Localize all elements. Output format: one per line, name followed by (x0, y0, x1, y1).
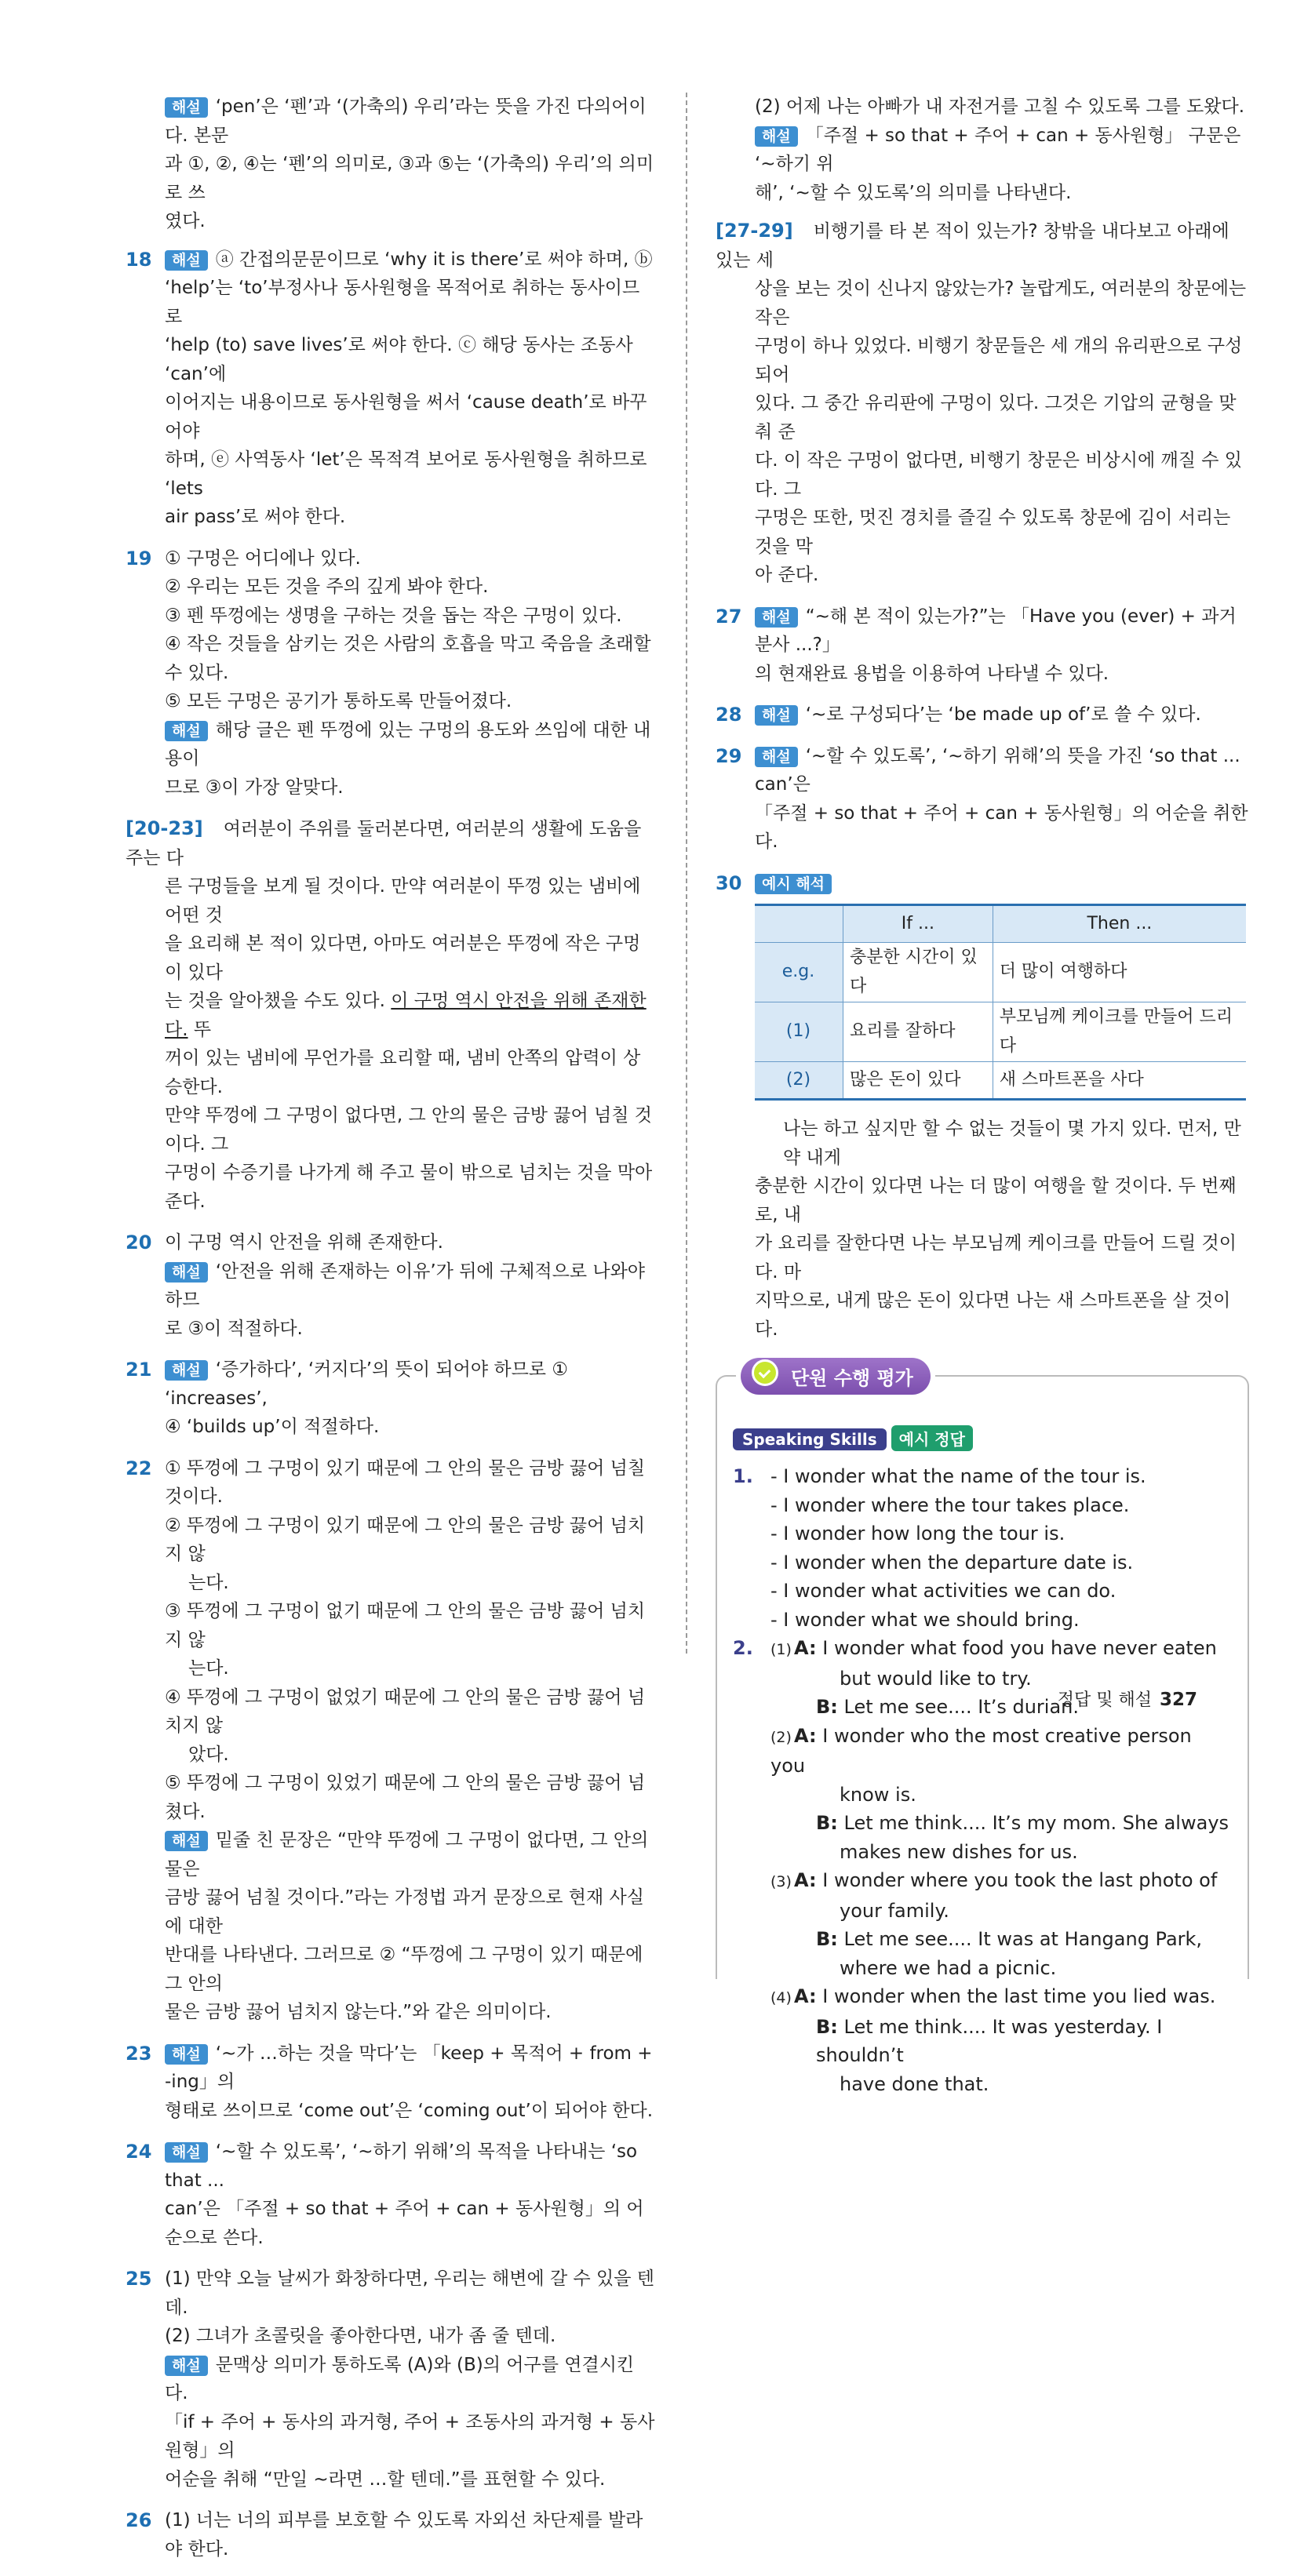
question-number: 28 (716, 704, 742, 726)
answer-line: (1) 만약 오늘 날씨가 화창하다면, 우리는 해변에 갈 수 있을 텐데. (165, 2269, 655, 2318)
speaker-label: A: (794, 1985, 817, 2007)
text-line: 구멍이 하나 있었다. 비행기 창문들은 세 개의 유리판으로 구성되어 (755, 336, 1243, 385)
text-line: 해’, ‘~할 수 있도록’의 의미를 나타낸다. (755, 182, 1072, 203)
if-then-table (755, 904, 1246, 1101)
explain-badge: 해설 (755, 705, 798, 726)
speaker-label: B: (816, 1812, 838, 1834)
speaker-label: B: (816, 2015, 838, 2038)
explain-badge: 해설 (165, 721, 208, 741)
footer-label: 정답 및 해설 (1057, 1690, 1152, 1710)
text-line: 「if + 주어 + 동사의 과거형, 주어 + 조동사의 과거형 + 동사원형」의 (165, 2411, 655, 2461)
table-cell: 많은 돈이 있다 (843, 1062, 993, 1100)
speaker-label: A: (794, 1869, 817, 1891)
option-continuation: 는다. (188, 1658, 229, 1679)
question-number: 19 (126, 547, 152, 569)
sub-number: (1) (770, 1641, 792, 1658)
table-row (755, 1062, 1246, 1100)
text-line: “~해 본 적이 있는가?”는 「Have you (ever) + 과거분사 ...?」 (755, 606, 1237, 655)
table-cell: 부모님께 케이크를 만들어 드리다 (993, 1002, 1246, 1062)
row-label: (1) (755, 1002, 843, 1062)
question-number: 27 (716, 605, 742, 628)
answer-line: (1) 너는 너의 피부를 보호할 수 있도록 자외선 차단제를 발라야 한다. (165, 2510, 643, 2560)
explain-badge: 해설 (165, 250, 208, 271)
question-number: 23 (126, 2042, 152, 2065)
dialog-line: have done that. (840, 2072, 989, 2095)
question-20 (126, 1228, 656, 1343)
text-line: ‘pen’은 ‘펜’과 ‘(가축의) 우리’라는 뜻을 가진 다의어이다. 본문 (165, 96, 647, 146)
text-line: ‘help’는 ‘to’부정사나 동사원형을 목적어로 취하는 동사이므로 (165, 278, 640, 327)
speaker-label: B: (816, 1696, 838, 1718)
explain-badge: 해설 (755, 747, 798, 767)
text-line: 나는 하고 싶지만 할 수 없는 것들이 몇 가지 있다. 먼저, 만약 내게 (783, 1119, 1241, 1168)
answer-line: - I wonder what activities we can do. (770, 1580, 1116, 1602)
table-cell: 요리를 잘하다 (843, 1002, 993, 1062)
text-line: 뚜 (188, 1019, 212, 1040)
text-line: 가 요리를 잘한다면 나는 부모님께 케이크를 만들어 드릴 것이다. 마 (755, 1233, 1237, 1283)
page-number: 327 (1159, 1690, 1197, 1710)
intro-explanation (126, 93, 656, 236)
answer-line: 이 구멍 역시 안전을 위해 존재한다. (165, 1232, 443, 1253)
speaker-label: A: (794, 1637, 817, 1659)
text-line: 로 ③이 적절하다. (165, 1318, 303, 1339)
text-line: 였다. (165, 211, 206, 231)
table-header-cell: Then ... (993, 905, 1246, 943)
text-line: 을 요리해 본 적이 있다면, 아마도 여러분은 뚜껑에 작은 구멍이 있다 (165, 933, 641, 983)
option-line: ⑤ 뚜껑에 그 구멍이 있었기 때문에 그 안의 물은 금방 끓어 넘쳤다. (165, 1773, 646, 1822)
text-line: 하며, ⓔ 사역동사 ‘let’은 목적격 보어로 동사원형을 취하므로 ‘lets (165, 449, 647, 499)
dialog-line: but would like to try. (840, 1667, 1032, 1690)
question-number: 2. (733, 1637, 753, 1659)
text-line: 어순을 취해 “만일 ~라면 …할 텐데.”를 표현할 수 있다. (165, 2469, 606, 2490)
answer-line: - I wonder what the name of the tour is. (770, 1465, 1146, 1487)
explain-badge: 해설 (165, 2142, 208, 2163)
dialog-line: Let me see.... It was at Hangang Park, (843, 1928, 1203, 1950)
option-line: ③ 뚜껑에 그 구멍이 없기 때문에 그 안의 물은 금방 끓어 넘치지 않 (165, 1601, 646, 1650)
question-22 (126, 1454, 656, 2027)
table-header-cell (755, 905, 843, 943)
question-number: 24 (126, 2141, 152, 2163)
dialog-line: makes new dishes for us. (840, 1840, 1078, 1863)
text-line: ⓐ 간접의문문이므로 ‘why it is there’로 써야 하며, ⓑ (215, 249, 653, 270)
dialog-item (770, 1982, 1232, 2098)
question-number: 20 (126, 1232, 152, 1253)
sub-number: (3) (770, 1873, 792, 1890)
answer-line: - I wonder when the departure date is. (770, 1551, 1134, 1574)
text-line: 있다. 그 중간 유리판에 구멍이 있다. 그것은 기압의 균형을 맞춰 준 (755, 393, 1237, 442)
explain-badge: 해설 (165, 1262, 208, 1283)
answer-line: - I wonder what we should bring. (770, 1608, 1080, 1631)
passage-20-23 (126, 814, 656, 1216)
option-line: ① 구멍은 어디에나 있다. (165, 548, 361, 569)
unit-assessment-box (716, 1367, 1249, 2095)
dialog-line: Let me see.... It’s durian. (843, 1696, 1080, 1718)
dialog-item (770, 1722, 1232, 1867)
text-line: 형태로 쓰이므로 ‘come out’은 ‘coming out’이 되어야 한다. (165, 2100, 654, 2121)
option-continuation: 는다. (188, 1572, 229, 1593)
question-21 (126, 1355, 656, 1442)
text-line: 아 준다. (755, 565, 819, 585)
option-line: ④ 뚜껑에 그 구멍이 없었기 때문에 그 안의 물은 금방 끓어 넘치지 않 (165, 1686, 646, 1736)
page-footer (1058, 1686, 1197, 1711)
table-row (755, 943, 1246, 1002)
dialog-line: I wonder where you took the last photo of (822, 1869, 1218, 1891)
underlined-sentence: 이 구멍 역시 안전을 위해 존재한다. (165, 991, 647, 1040)
question-number: 21 (126, 1359, 152, 1381)
dialog-line: Let me think.... It’s my mom. She always (843, 1812, 1229, 1834)
text-line: ④ ‘builds up’이 적절하다. (165, 1417, 380, 1437)
answer-line: - I wonder where the tour takes place. (770, 1494, 1130, 1516)
tag-row (733, 1425, 1232, 1451)
dialog-line: Let me think.... It was yesterday. I shouldn’t (816, 2015, 1163, 2066)
dialog-line: I wonder who the most creative person you (770, 1724, 1192, 1777)
answer-line: - I wonder how long the tour is. (770, 1523, 1065, 1545)
option-line: ④ 작은 것들을 삼키는 것은 사람의 호흡을 막고 죽음을 초래할 수 있다. (165, 634, 651, 683)
question-number: 18 (126, 248, 152, 271)
table-cell: 더 많이 여행하다 (993, 943, 1246, 1002)
question-number: 25 (126, 2268, 152, 2290)
question-29 (716, 742, 1249, 857)
text-line: 구멍은 또한, 멋진 경치를 즐길 수 있도록 창문에 김이 서리는 것을 막 (755, 508, 1231, 557)
text-line: 해당 글은 펜 뚜껑에 있는 구멍의 용도와 쓰임에 대한 내용이 (165, 719, 651, 769)
question-26 (126, 2506, 656, 2563)
sample-answer-tag: 예시 정답 (891, 1425, 973, 1451)
option-line: ② 뚜껑에 그 구멍이 있기 때문에 그 안의 물은 금방 끓어 넘치지 않 (165, 1515, 646, 1564)
option-line: ① 뚜껑에 그 구멍이 있기 때문에 그 안의 물은 금방 끓어 넘칠 것이다. (165, 1457, 646, 1507)
explain-badge: 해설 (165, 2356, 208, 2376)
explain-badge: 해설 (755, 126, 798, 147)
text-line: can’은 「주절 + so that + 주어 + can + 동사원형」의 어순으로 쓴다. (165, 2199, 644, 2248)
question-23 (126, 2039, 656, 2126)
text-line: ‘~가 …하는 것을 막다’는 「keep + 목적어 + from + -ing」의 (165, 2043, 653, 2092)
text-line: 「주절 + so that + 주어 + can + 동사원형」의 어순을 취한다. (755, 802, 1248, 852)
table-cell: 충분한 시간이 있다 (843, 943, 993, 1002)
text-line: 금방 끓어 넘칠 것이다.”라는 가정법 과거 문장으로 현재 사실에 대한 (165, 1887, 644, 1937)
assessment-title-text: 단원 수행 평가 (791, 1367, 913, 1389)
answer-line: (2) 그녀가 초콜릿을 좋아한다면, 내가 좀 줄 텐데. (165, 2326, 556, 2346)
text-line: 충분한 시간이 있다면 나는 더 많이 여행을 할 것이다. 두 번째로, 내 (755, 1176, 1237, 1225)
range-label: [27-29] (716, 220, 793, 242)
text-line: 반대를 나타낸다. 그러므로 ② “뚜껑에 그 구멍이 있기 때문에 그 안의 (165, 1945, 643, 1994)
question-24 (126, 2138, 656, 2252)
option-continuation: 았다. (188, 1744, 229, 1765)
text-line: 꺼이 있는 냄비에 무언가를 요리할 때, 냄비 안쪽의 압력이 상승한다. (165, 1048, 641, 1097)
dialog-line: I wonder when the last time you lied was. (822, 1985, 1216, 2007)
dialog-line: know is. (840, 1783, 916, 1806)
speaking-skills-tag: Speaking Skills (733, 1428, 887, 1450)
text-line: ‘~할 수 있도록’, ‘~하기 위해’의 목적을 나타내는 ‘so that ... (165, 2141, 638, 2191)
answer-line: (2) 어제 나는 아빠가 내 자전거를 고칠 수 있도록 그를 도왔다. (755, 96, 1245, 117)
text-line: 물은 금방 끓어 넘치지 않는다.”와 같은 의미이다. (165, 2002, 552, 2022)
text-line: 밑줄 친 문장은 “만약 뚜껑에 그 구멍이 없다면, 그 안의 물은 (165, 1830, 649, 1879)
question-28 (716, 700, 1249, 730)
text-line: 의 현재완료 용법을 이용하여 나타낼 수 있다. (755, 663, 1109, 684)
dialog-line: where we had a picnic. (840, 1956, 1057, 1979)
text-line: ‘help (to) save lives’로 써야 한다. ⓒ 해당 동사는 조동사 ‘can’에 (165, 335, 633, 384)
option-line: ⑤ 모든 구멍은 공기가 통하도록 만들어졌다. (165, 691, 512, 711)
text-line: 므로 ③이 가장 알맞다. (165, 777, 344, 798)
row-label: (2) (755, 1062, 843, 1100)
question-18 (126, 246, 656, 532)
option-line: ② 우리는 모든 것을 주의 깊게 봐야 한다. (165, 577, 489, 597)
text-line: 만약 뚜껑에 그 구멍이 없다면, 그 안의 물은 금방 끓어 넘칠 것이다. 그 (165, 1105, 652, 1155)
explain-badge: 해설 (165, 1360, 208, 1381)
text-line: 상을 보는 것이 신나지 않았는가? 놀랍게도, 여러분의 창문에는 작은 (755, 278, 1247, 328)
text-line: ‘~로 구성되다’는 ‘be made up of’로 쓸 수 있다. (805, 704, 1201, 725)
question-number: 30 (716, 871, 742, 894)
question-number: 22 (126, 1457, 152, 1479)
sub-number: (4) (770, 1989, 792, 2007)
dialog-item (770, 1866, 1232, 1982)
example-badge: 예시 해석 (755, 874, 832, 894)
option-line: ③ 펜 뚜껑에는 생명을 구하는 것을 돕는 작은 구멍이 있다. (165, 605, 622, 626)
explain-badge: 해설 (755, 607, 798, 628)
text-line: 과 ①, ②, ④는 ‘펜’의 의미로, ③과 ⑤는 ‘(가축의) 우리’의 의미로 쓰 (165, 154, 654, 203)
range-label: [20-23] (126, 817, 203, 839)
text-line: 비행기를 타 본 적이 있는가? 창밖을 내다보고 아래에 있는 세 (716, 221, 1229, 271)
explain-badge: 해설 (165, 1831, 208, 1851)
dialog-line: your family. (840, 1899, 949, 1922)
table-cell: 새 스마트폰을 사다 (993, 1062, 1246, 1100)
assessment-pill (741, 1358, 931, 1395)
sub-number: (2) (770, 1728, 792, 1746)
text-line: ‘안전을 위해 존재하는 이유’가 뒤에 구체적으로 나와야 하므 (165, 1261, 646, 1310)
question-number: 1. (733, 1465, 753, 1487)
assessment-question-1 (733, 1462, 1232, 1634)
speaker-label: B: (816, 1928, 838, 1950)
speaker-label: A: (794, 1724, 817, 1747)
table-row (755, 1002, 1246, 1062)
table-header-cell: If ... (843, 905, 993, 943)
row-label: e.g. (755, 943, 843, 1002)
text-line: 이어지는 내용이므로 동사원형을 써서 ‘cause death’로 바꾸어야 (165, 392, 647, 442)
text-line: ‘증가하다’, ‘커지다’의 뜻이 되어야 하므로 ① ‘increases’, (165, 1359, 568, 1409)
text-line: 다. 이 작은 구멍이 없다면, 비행기 창문은 비상시에 깨질 수 있다. 그 (755, 450, 1242, 500)
column-divider (686, 93, 687, 1654)
text-line: 여러분이 주위를 둘러본다면, 여러분의 생활에 도움을 주는 다 (126, 819, 642, 868)
text-line: 는 것을 알아챘을 수도 있다. (165, 991, 385, 1011)
question-30 (716, 869, 1249, 1344)
explain-badge: 해설 (165, 97, 208, 118)
dialog-line: I wonder what food you have never eaten (822, 1637, 1217, 1659)
text-line: air pass’로 써야 한다. (165, 507, 346, 527)
left-column (126, 93, 656, 2576)
text-line: ‘~할 수 있도록’, ‘~하기 위해’의 뜻을 가진 ‘so that ... can’은 (755, 745, 1240, 795)
text-line: 른 구멍들을 보게 될 것이다. 만약 여러분이 뚜껑 있는 냄비에 어떤 것 (165, 876, 641, 926)
assessment-title (736, 1358, 935, 1395)
explain-badge: 해설 (165, 2044, 208, 2065)
question-26-continued (716, 93, 1249, 207)
text-line: 지막으로, 내게 많은 돈이 있다면 나는 새 스마트폰을 살 것이다. (755, 1290, 1231, 1340)
question-number: 26 (126, 2509, 152, 2531)
text-line: 「주절 + so that + 주어 + can + 동사원형」 구문은 ‘~하기 위 (755, 125, 1241, 174)
text-line: 구멍이 수증기를 나가게 해 주고 물이 밖으로 넘치는 것을 막아 준다. (165, 1162, 653, 1212)
passage-27-29 (716, 216, 1249, 590)
table-header-row (755, 905, 1246, 943)
question-27 (716, 602, 1249, 689)
question-number: 29 (716, 744, 742, 767)
question-25 (126, 2265, 656, 2494)
text-line: 문맥상 의미가 통하도록 (A)와 (B)의 어구를 연결시킨다. (165, 2354, 635, 2403)
question-19 (126, 544, 656, 802)
alarm-clock-icon (752, 1359, 778, 1386)
